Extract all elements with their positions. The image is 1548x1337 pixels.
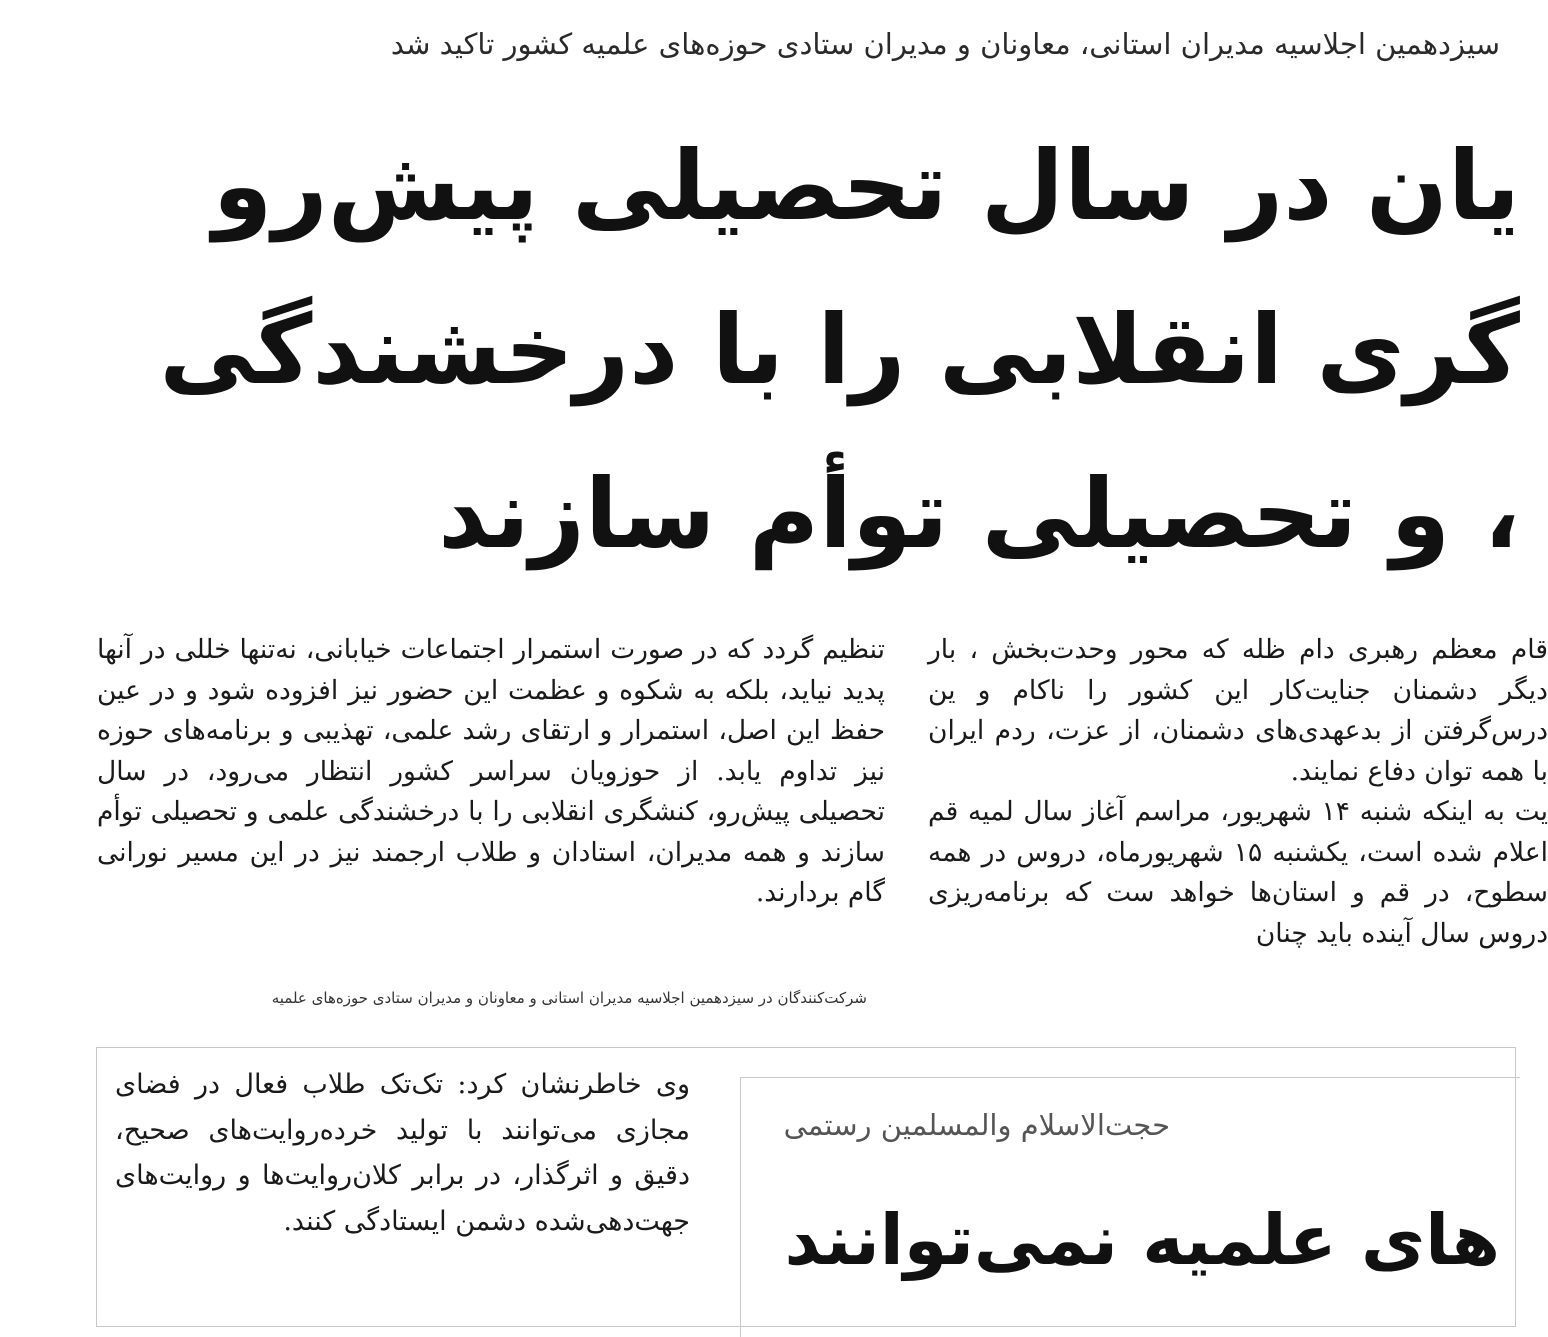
photo-caption: شرکت‌کنندگان در سیزدهمین اجلاسیه مدیران استانی و معاونان و مدیران ستادی حوزه‌های علمیه [271, 989, 867, 1007]
boxed-quote-text: وی خاطرنشان کرد: تک‌تک طلاب فعال در فضای مجازی می‌توانند با تولید خرده‌روایت‌های صحیح، دقیق و اثرگذار، در برابر کلان‌روایت‌ها و روایت‌های جهت‌دهی‌شده دشمن ایستادگی کنند. [115, 1069, 690, 1237]
headline-line-1: یان در سال تحصیلی پیش‌رو [212, 130, 1520, 242]
left-column-paragraph: تنظیم گردد که در صورت استمرار اجتماعات خیابانی، نه‌تنها خللی در آنها پدید نیاید، بلکه به شکوه و عظمت این حضور نیز افزوده شود و در عین حفظ این اصل، استمرار و ارتقای رشد علمی، تهذیبی و برنامه‌های حوزه نیز تداوم یابد. از حوزویان سراسر کشور انتظار می‌رود، در سال تحصیلی پیش‌رو، کنشگری انقلابی را با درخشندگی علمی و تحصیلی توأم سازند و همه مدیران، استادان و طلاب ارجمند نیز در این مسیر نورانی گام بردارند. [97, 634, 885, 908]
right-text-column [928, 630, 1548, 954]
right-column-paragraph-2: یت به اینکه شنبه ۱۴ شهریور، مراسم آغاز سال لمیه قم اعلام شده است، یکشنبه ۱۵ شهریورماه، دروس در همه سطوح، در قم و استان‌ها خواهد ست که برنامه‌ریزی دروس سال آینده باید چنان [928, 796, 1548, 949]
headline-line-3: ، و تحصیلی توأم سازند [438, 458, 1520, 570]
right-column-paragraph-1: قام معظم رهبری دام ظله که محور وحدت‌بخش ، بار دیگر دشمنان جنایت‌کار این کشور را ناکام و ین درس‌گرفتن از بدعهدی‌های دشمنان، از عزت، ردم ایران با همه توان دفاع نمایند. [928, 634, 1548, 787]
sub-headline: های علمیه نمی‌توانند [784, 1199, 1500, 1281]
left-text-column [97, 630, 885, 914]
article-kicker: سیزدهمین اجلاسیه مدیران استانی، معاونان و مدیران ستادی حوزه‌های علمیه کشور تاکید شد [390, 27, 1500, 61]
speaker-name: حجت‌الاسلام والمسلمین رستمی [783, 1108, 1170, 1142]
headline-line-2: گری انقلابی را با درخشندگی [159, 294, 1520, 406]
